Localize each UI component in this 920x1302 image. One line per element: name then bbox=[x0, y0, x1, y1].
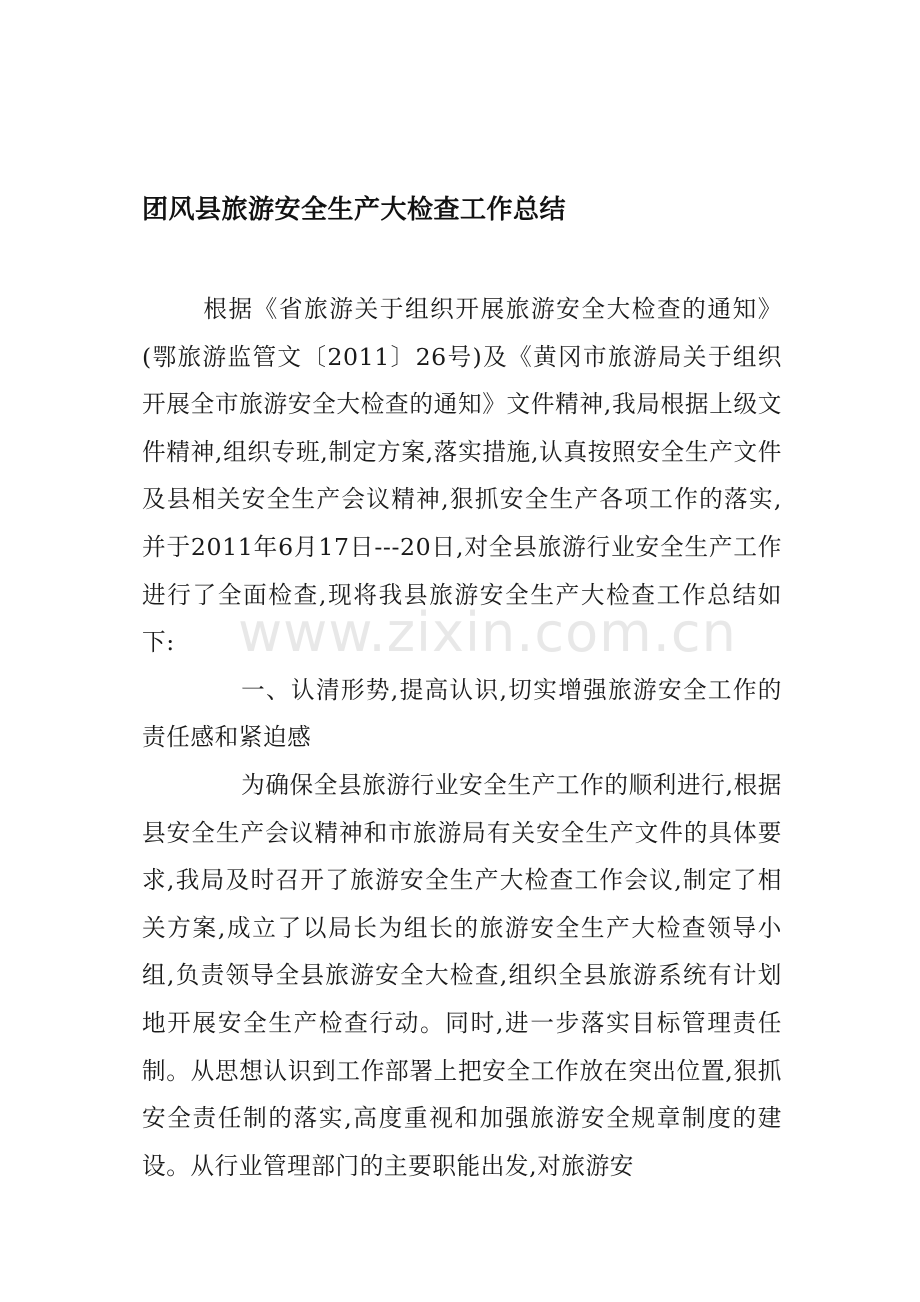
document-body bbox=[142, 286, 782, 1190]
section-heading-1: 一、认清形势,提高认识,切实增强旅游安全工作的责任感和紧迫感 bbox=[142, 675, 782, 752]
intro-paragraph: 根据《省旅游关于组织开展旅游安全大检查的通知》(鄂旅游监管文〔2011〕26号)及《黄冈市旅游局关于组织开展全市旅游安全大检查的通知》文件精神,我局根据上级文件精神,组织专班,制定方案,落实措施,认真按照安全生产文件及县相关安全生产会议精神,狠抓安全生产各项工作的落实,并于2011年6月17日---20日,对全县旅游行业安全生产工作进行了全面检查,现将我县旅游安全生产大检查工作总结如下: bbox=[142, 295, 782, 657]
section-paragraph-1: 为确保全县旅游行业安全生产工作的顺利进行,根据县安全生产会议精神和市旅游局有关安全生产文件的具体要求,我局及时召开了旅游安全生产大检查工作会议,制定了相关方案,成立了以局长为组长的旅游安全生产大检查领导小组,负责领导全县旅游安全大检查,组织全县旅游系统有计划地开展安全生产检查行动。同时,进一步落实目标管理责任制。从思想认识到工作部署上把安全工作放在突出位置,狠抓安全责任制的落实,高度重视和加强旅游安全规章制度的建设。从行业管理部门的主要职能出发,对旅游安 bbox=[142, 770, 782, 1180]
document-title: 团风县旅游安全生产大检查工作总结 bbox=[142, 195, 567, 225]
watermark: www.zixin.com.cn bbox=[238, 601, 737, 664]
